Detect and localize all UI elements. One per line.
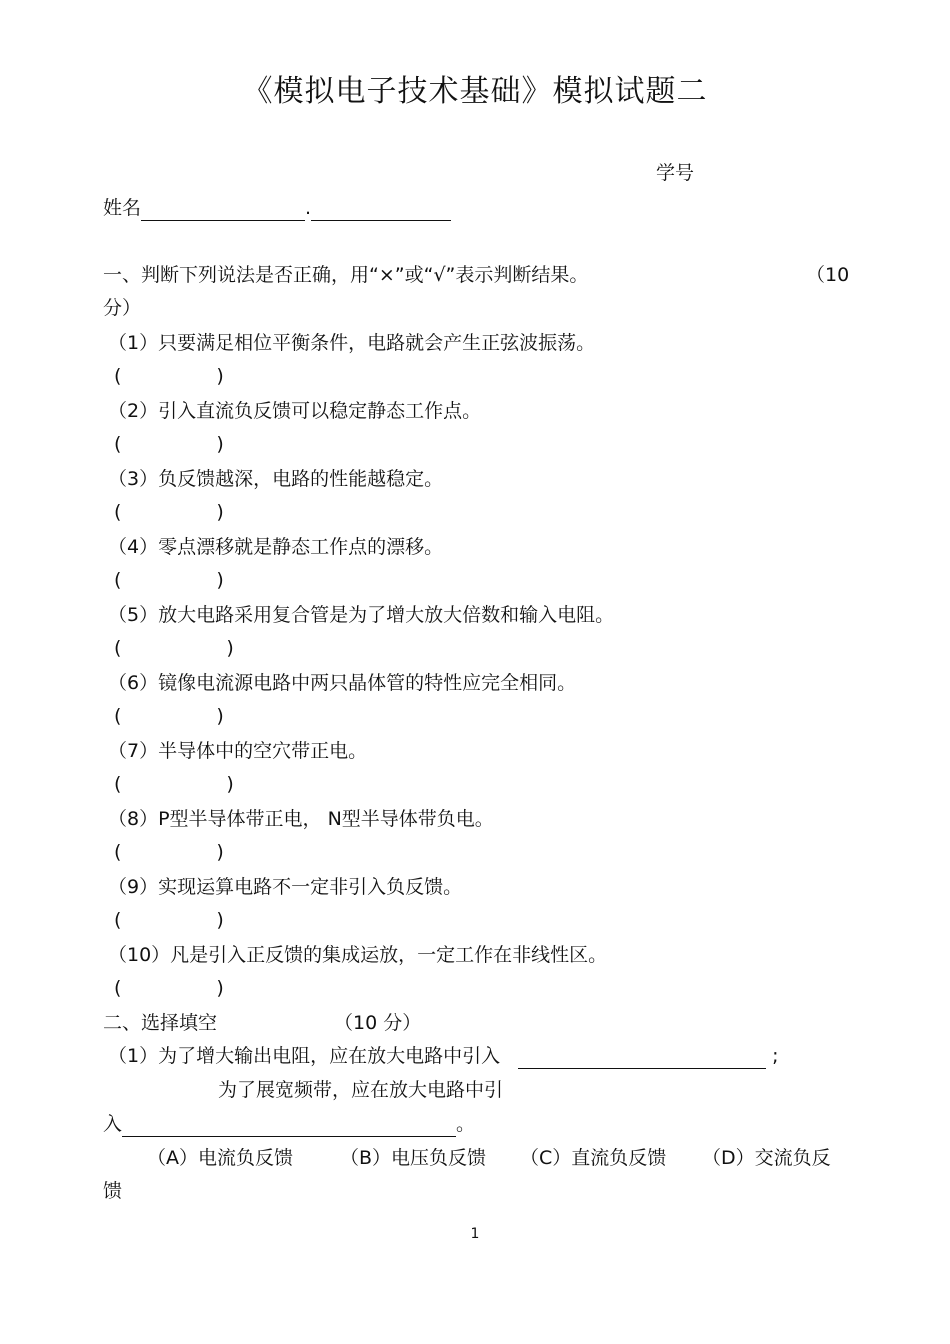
paren-close: ) bbox=[216, 365, 224, 387]
paren-open: ( bbox=[114, 841, 122, 863]
paren-open: ( bbox=[114, 569, 122, 591]
answer-paren-3[interactable] bbox=[114, 499, 224, 525]
judge-item-4: （4）零点漂移就是静态工作点的漂移。 bbox=[108, 536, 444, 558]
period: 。 bbox=[456, 1113, 476, 1135]
option-b: （B）电压负反馈 bbox=[340, 1147, 487, 1169]
paren-close: ) bbox=[216, 705, 224, 727]
judge-item-3: （3）负反馈越深，电路的性能越稳定。 bbox=[108, 468, 444, 490]
answer-paren-6[interactable] bbox=[114, 703, 224, 729]
judge-item-9: （9）实现运算电路不一定非引入负反馈。 bbox=[108, 876, 463, 898]
answer-paren-4[interactable] bbox=[114, 567, 224, 593]
paren-open: ( bbox=[114, 909, 122, 931]
answer-paren-2[interactable] bbox=[114, 431, 224, 457]
paren-close: ) bbox=[216, 501, 224, 523]
judge-item-6: （6）镜像电流源电路中两只晶体管的特性应完全相同。 bbox=[108, 672, 577, 694]
choice-q1-text-cont: 入 bbox=[103, 1113, 123, 1135]
section2-points: （10 分） bbox=[334, 1012, 422, 1034]
name-row bbox=[103, 195, 451, 221]
option-d-wrap: 馈 bbox=[103, 1180, 123, 1202]
judge-item-5: （5）放大电路采用复合管是为了增大放大倍数和输入电阻。 bbox=[108, 604, 615, 626]
choice-q1-line3 bbox=[103, 1111, 475, 1137]
choice-q1-blank-1[interactable] bbox=[518, 1048, 766, 1069]
judge-item-2: （2）引入直流负反馈可以稳定静态工作点。 bbox=[108, 400, 482, 422]
answer-paren-10[interactable] bbox=[114, 975, 224, 1001]
section2-heading: 二、选择填空 bbox=[103, 1012, 218, 1034]
judge-item-1: （1）只要满足相位平衡条件，电路就会产生正弦波振荡。 bbox=[108, 332, 596, 354]
paren-close: ) bbox=[226, 637, 234, 659]
choice-q1-line2: 为了展宽频带，应在放大电路中引 bbox=[218, 1079, 504, 1101]
choice-q1-line1 bbox=[108, 1043, 779, 1069]
name-label: 姓名 bbox=[103, 197, 142, 219]
paren-open: ( bbox=[114, 433, 122, 455]
student-id-label: 学号 bbox=[656, 162, 695, 184]
section1-heading: 一、判断下列说法是否正确，用“×”或“√”表示判断结果。 bbox=[103, 264, 589, 286]
answer-paren-9[interactable] bbox=[114, 907, 224, 933]
paren-open: ( bbox=[114, 977, 122, 999]
name-blank-1[interactable] bbox=[141, 200, 305, 221]
section1-points-unit: 分） bbox=[103, 297, 142, 319]
judge-item-10: （10）凡是引入正反馈的集成运放，一定工作在非线性区。 bbox=[108, 944, 608, 966]
paren-close: ) bbox=[216, 841, 224, 863]
option-a: （A）电流负反馈 bbox=[147, 1147, 293, 1169]
option-d: （D）交流负反 bbox=[702, 1147, 831, 1169]
answer-paren-1[interactable] bbox=[114, 363, 224, 389]
name-blank-2[interactable] bbox=[311, 200, 451, 221]
option-c: （C）直流负反馈 bbox=[520, 1147, 667, 1169]
choice-q1-blank-2[interactable] bbox=[122, 1116, 456, 1137]
paren-open: ( bbox=[114, 773, 122, 795]
paren-close: ) bbox=[216, 569, 224, 591]
paren-close: ) bbox=[216, 909, 224, 931]
page-title: 《模拟电子技术基础》模拟试题二 bbox=[242, 74, 708, 109]
paren-close: ) bbox=[226, 773, 234, 795]
answer-paren-8[interactable] bbox=[114, 839, 224, 865]
section1-points: （10 bbox=[806, 264, 850, 286]
answer-paren-5[interactable] bbox=[114, 635, 234, 661]
paren-open: ( bbox=[114, 705, 122, 727]
paren-open: ( bbox=[114, 365, 122, 387]
paren-close: ) bbox=[216, 977, 224, 999]
page-number: 1 bbox=[470, 1226, 480, 1242]
answer-paren-7[interactable] bbox=[114, 771, 234, 797]
judge-item-8: （8）P型半导体带正电， N型半导体带负电。 bbox=[108, 808, 494, 830]
paren-open: ( bbox=[114, 637, 122, 659]
paren-close: ) bbox=[216, 433, 224, 455]
judge-item-7: （7）半导体中的空穴带正电。 bbox=[108, 740, 368, 762]
choice-q1-text: （1）为了增大输出电阻，应在放大电路中引入 bbox=[108, 1045, 501, 1067]
semicolon: ; bbox=[772, 1045, 779, 1067]
name-dot: . bbox=[305, 197, 312, 219]
paren-open: ( bbox=[114, 501, 122, 523]
